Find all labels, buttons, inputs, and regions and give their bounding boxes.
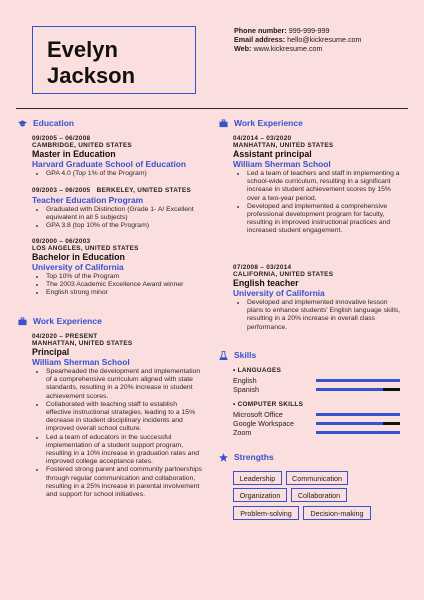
skill-bar-fill (316, 413, 400, 416)
education-location: LOS ANGELES, UNITED STATES (32, 245, 139, 252)
work-bullets (32, 368, 204, 499)
education-item (32, 135, 222, 178)
education-bullets (32, 170, 222, 178)
work-title: Assistant principal (233, 149, 312, 159)
header-divider (16, 108, 408, 109)
languages-label: • LANGUAGES (233, 367, 282, 374)
skill-bar (316, 388, 400, 391)
work-institution: William Sherman School (233, 159, 331, 169)
skill-name: Microsoft Office (233, 410, 283, 419)
work-bullets (233, 170, 405, 236)
web-label: Web: (234, 44, 252, 53)
work-date: 04/2014 – 03/2020 (233, 135, 292, 142)
star-icon (219, 453, 228, 462)
strengths-heading-label: Strengths (234, 452, 274, 462)
education-bullets (32, 273, 222, 298)
education-bullet: • GPA 3.8 (top 10% of the Program) (46, 222, 222, 230)
work-location: MANHATTAN, UNITED STATES (32, 340, 133, 347)
strength-tag: Communication (286, 471, 348, 485)
education-bullet: • English strong minor (46, 289, 222, 297)
strength-tag: Problem-solving (233, 506, 299, 520)
education-heading-label: Education (33, 118, 75, 128)
last-name: Jackson (47, 63, 136, 88)
education-location: CAMBRIDGE, UNITED STATES (32, 142, 132, 149)
work-item (233, 135, 405, 236)
education-date: 09/2000 – 06/2003 (32, 238, 91, 245)
education-item (32, 187, 222, 231)
contact-web (234, 44, 323, 53)
skill-bar-fill (316, 388, 383, 391)
skill-name: English (233, 376, 257, 385)
education-heading (18, 118, 74, 128)
skill-name: Spanish (233, 385, 259, 394)
education-institution: Teacher Education Program (32, 195, 144, 205)
work-bullet: • Spearheaded the development and implementation of a comprehensive curriculum aligned with state standards, resulting in a 20% increase in student achievement scores. (46, 368, 204, 401)
work-item (233, 264, 405, 332)
work-institution: William Sherman School (32, 357, 130, 367)
work-heading-label: Work Experience (33, 316, 102, 326)
first-name: Evelyn (47, 37, 118, 62)
education-title: Bachelor in Education (32, 252, 125, 262)
skill-bar (316, 431, 400, 434)
graduation-cap-icon (18, 119, 27, 128)
email-value[interactable]: hello@kickresume.com (287, 35, 362, 44)
work-location: MANHATTAN, UNITED STATES (233, 142, 334, 149)
skill-name: Google Workspace (233, 419, 294, 428)
education-bullets (32, 206, 222, 231)
work-experience-heading-right (219, 118, 303, 128)
skill-bar-fill (316, 431, 400, 434)
name-box (32, 26, 196, 94)
flask-icon (219, 351, 228, 360)
briefcase-icon (219, 119, 228, 128)
skill-bar-fill (316, 379, 400, 382)
education-institution: University of California (32, 262, 124, 272)
strength-tag: Organization (233, 488, 287, 502)
strength-tag: Collaboration (291, 488, 347, 502)
computer-skills-label: • COMPUTER SKILLS (233, 401, 304, 408)
work-bullet: • Led a team of teachers and staff in implementing a school-wide curriculum, resulting in a significant increase in student achievement scores by 15% over a two-year period. (247, 170, 405, 203)
education-date: 09/2003 – 06/2005 (32, 187, 91, 194)
strength-tag: Decision-making (303, 506, 371, 520)
computer-skills-label-text: COMPUTER SKILLS (237, 401, 304, 408)
languages-label-text: LANGUAGES (237, 367, 282, 374)
work-date: 07/2008 – 03/2014 (233, 264, 292, 271)
skill-bar (316, 379, 400, 382)
email-label: Email address: (234, 35, 286, 44)
work-bullet: • Developed and implemented innovative lesson plans to enhance students' English language skills, resulting in a 20% increase in overall class performance. (247, 299, 405, 332)
work-title: English teacher (233, 278, 299, 288)
work-date: 04/2020 – PRESENT (32, 333, 98, 340)
education-bullet: • Top 10% of the Program (46, 273, 222, 281)
work-title: Principal (32, 347, 70, 357)
work-bullets (233, 299, 405, 332)
contact-email (234, 35, 362, 44)
work-experience-heading-left (18, 316, 102, 326)
education-location: BERKELEY, UNITED STATES (96, 187, 192, 194)
education-item (32, 238, 222, 298)
skill-bar (316, 422, 400, 425)
work-location: CALIFORNIA, UNITED STATES (233, 271, 334, 278)
skill-bar-fill (316, 422, 383, 425)
education-institution: Harvard Graduate School of Education (32, 159, 187, 169)
skills-heading (219, 350, 256, 360)
work-institution: University of California (233, 288, 325, 298)
skill-bar-remainder (383, 422, 400, 425)
education-bullet: • GPA 4.0 (Top 1% of the Program) (46, 170, 222, 178)
work-bullet: • Developed and implemented a comprehensive professional development program for faculty, resulting in improved instructional practices and increased student engagement. (247, 203, 405, 236)
education-date: 09/2005 – 06/2008 (32, 135, 91, 142)
work-heading-label: Work Experience (234, 118, 303, 128)
skill-bar (316, 413, 400, 416)
contact-phone (234, 26, 329, 35)
work-bullet: • Fostered strong parent and community partnerships through regular communication and collaboration, resulting in a 25% increase in parental involvement and support for school initiatives. (46, 466, 204, 499)
work-bullet: • Led a team of educators in the successful implementation of a student support program, resulting in a 10% increase in graduation rates and improved college acceptance rates. (46, 434, 204, 467)
education-bullet: • The 2003 Academic Excellence Award winner (46, 281, 222, 289)
phone-value: 999-999-999 (288, 26, 330, 35)
education-bullet: • Graduated with Distinction (Grade 1- A/ Excellent equivalent in all 5 subjects) (46, 206, 222, 222)
work-item (32, 333, 204, 499)
strength-tag: Leadership (233, 471, 282, 485)
web-value[interactable]: www.kickresume.com (253, 44, 323, 53)
strengths-heading (219, 452, 274, 462)
briefcase-icon (18, 317, 27, 326)
skill-name: Zoom (233, 428, 252, 437)
work-bullet: • Collaborated with teaching staff to establish effective instructional strategies, leading to a 15% decrease in student disciplinary incidents and improved overall school culture. (46, 401, 204, 434)
education-date-location (32, 187, 222, 194)
education-title: Master in Education (32, 149, 116, 159)
phone-label: Phone number: (234, 26, 287, 35)
skill-bar-remainder (383, 388, 400, 391)
skills-heading-label: Skills (234, 350, 257, 360)
